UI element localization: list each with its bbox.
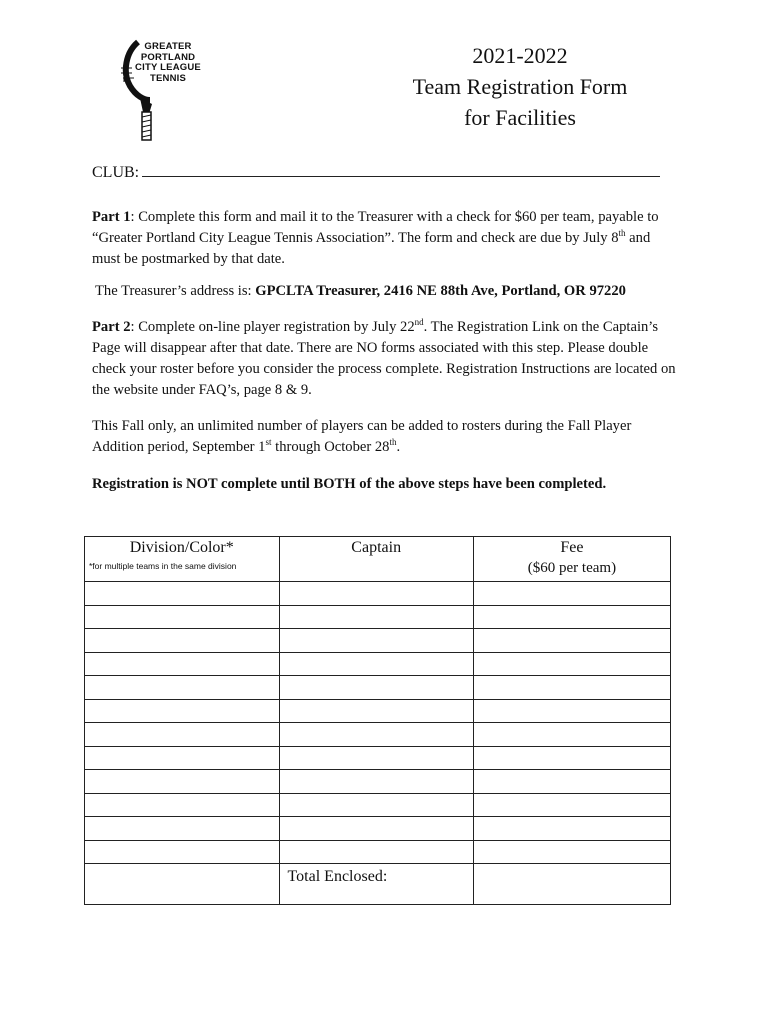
table-row (85, 652, 671, 676)
table-row (85, 793, 671, 817)
captain-cell[interactable] (279, 840, 473, 864)
division-header: Division/Color* *for multiple teams in the same division (85, 537, 280, 582)
division-note: *for multiple teams in the same division (89, 561, 237, 571)
table-row (85, 699, 671, 723)
table-header-row (85, 537, 671, 582)
total-amount-cell[interactable] (473, 864, 670, 905)
captain-cell[interactable] (279, 652, 473, 676)
form-title: Team Registration Form (412, 74, 628, 99)
form-year: 2021-2022 (472, 43, 568, 68)
division-cell[interactable] (85, 676, 280, 700)
captain-cell[interactable] (279, 746, 473, 770)
fee-cell[interactable] (473, 605, 670, 629)
total-enclosed-label: Total Enclosed: (287, 868, 388, 885)
club-field[interactable] (92, 162, 660, 182)
division-cell[interactable] (85, 652, 280, 676)
fee-cell[interactable] (473, 676, 670, 700)
part2-paragraph: Part 2: Complete on-line player registration by July 22nd. The Registration Link on the Captain’s Page will disappear after that date. There are NO forms associated with this step. Please double check your roster before you consider the process complete. Registration Instructions are located on the website under FAQ’s, page 8 & 9. (92, 317, 676, 398)
page-title (380, 40, 660, 133)
captain-cell[interactable] (279, 699, 473, 723)
division-cell[interactable] (85, 770, 280, 794)
division-cell[interactable] (85, 840, 280, 864)
table-row (85, 629, 671, 653)
fee-cell[interactable] (473, 582, 670, 606)
fee-cell[interactable] (473, 723, 670, 747)
total-blank-cell (85, 864, 280, 905)
table-row (85, 582, 671, 606)
fee-cell[interactable] (473, 840, 670, 864)
fee-header: Fee ($60 per team) (473, 537, 670, 582)
fee-cell[interactable] (473, 652, 670, 676)
captain-cell[interactable] (279, 582, 473, 606)
division-cell[interactable] (85, 582, 280, 606)
division-cell[interactable] (85, 699, 280, 723)
table-row (85, 817, 671, 841)
captain-cell[interactable] (279, 723, 473, 747)
captain-cell[interactable] (279, 676, 473, 700)
fee-cell[interactable] (473, 746, 670, 770)
fee-cell[interactable] (473, 699, 670, 723)
fee-cell[interactable] (473, 817, 670, 841)
part1-paragraph: Part 1: Complete this form and mail it to the Treasurer with a check for $60 per team, payable to “Greater Portland City League Tennis Association”. The form and check are due by July 8th and must be postmarked by that date. (92, 209, 659, 267)
form-subtitle: for Facilities (464, 105, 576, 130)
registration-warning: Registration is NOT complete until BOTH of the above steps have been completed. (92, 476, 607, 492)
total-row (85, 864, 671, 905)
division-cell[interactable] (85, 817, 280, 841)
captain-cell[interactable] (279, 605, 473, 629)
captain-header: Captain (279, 537, 473, 582)
table-row (85, 723, 671, 747)
fee-cell[interactable] (473, 770, 670, 794)
division-cell[interactable] (85, 629, 280, 653)
division-cell[interactable] (85, 605, 280, 629)
fee-cell[interactable] (473, 793, 670, 817)
total-label-cell (279, 864, 473, 905)
captain-cell[interactable] (279, 770, 473, 794)
division-cell[interactable] (85, 723, 280, 747)
treasurer-address: The Treasurer’s address is: GPCLTA Treasurer, 2416 NE 88th Ave, Portland, OR 97220 (95, 283, 626, 299)
table-row (85, 840, 671, 864)
table-row (85, 676, 671, 700)
division-cell[interactable] (85, 793, 280, 817)
division-cell[interactable] (85, 746, 280, 770)
club-blank-line[interactable] (142, 162, 660, 177)
fee-cell[interactable] (473, 629, 670, 653)
logo-text: GREATER PORTLAND CITY LEAGUE TENNIS (135, 41, 201, 84)
captain-cell[interactable] (279, 793, 473, 817)
table-row (85, 605, 671, 629)
table-row (85, 770, 671, 794)
fall-paragraph: This Fall only, an unlimited number of players can be added to rosters during the Fall Player Addition period, September 1st through October 28th. (92, 418, 632, 455)
captain-cell[interactable] (279, 629, 473, 653)
table-row (85, 746, 671, 770)
club-label: CLUB: (92, 164, 140, 181)
registration-table (84, 536, 671, 905)
captain-cell[interactable] (279, 817, 473, 841)
